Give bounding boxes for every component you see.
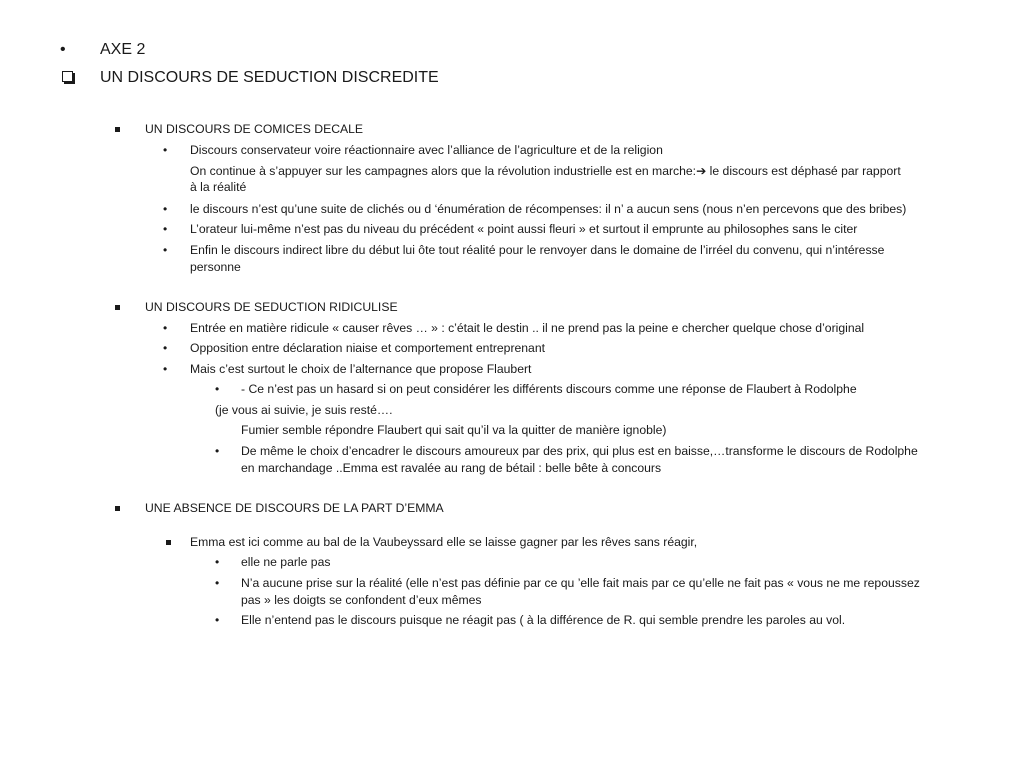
bullet-dot: • <box>60 41 66 58</box>
s2-sub-bullet-1-continuation: (je vous ai suivie, je suis resté…. <box>215 403 393 417</box>
s2-sub-bullet-2-continuation: en marchandage ..Emma est ravalée au rang de bétail : belle bête à concours <box>241 461 662 475</box>
s1-cont-text-b: le discours est déphasé par rapport <box>706 164 901 178</box>
bullet-dot: • <box>163 321 168 335</box>
s1-bullet-1: Discours conservateur voire réactionnaire avec l’alliance de l’agriculture et de la religion <box>190 143 663 157</box>
s2-bullet-2: Opposition entre déclaration niaise et comportement entreprenant <box>190 341 546 355</box>
bullet-dot: • <box>163 243 168 257</box>
s1-bullet-1-continuation-2: à la réalité <box>190 180 247 194</box>
bullet-dot: • <box>215 444 220 458</box>
s2-sub-bullet-1-continuation-2: Fumier semble répondre Flaubert qui sait qu’il va la quitter de manière ignoble) <box>241 423 667 437</box>
bullet-dot: • <box>163 202 168 216</box>
s1-bullet-2: le discours n’est qu’une suite de clichés ou d ‘énumération de récompenses: il n’ a aucun sens (nous n’en percevons que des bribes) <box>190 202 907 216</box>
s2-sub-bullet-2: De même le choix d’encadrer le discours amoureux par des prix, qui plus est en baisse,…transforme le discours de Rodolphe <box>241 444 918 458</box>
s2-bullet-1: Entrée en matière ridicule « causer rêves … » : c’était le destin .. il ne prend pas la peine e chercher quelque chose d’original <box>190 321 865 335</box>
bullet-dot: • <box>163 362 168 376</box>
s2-bullet-3: Mais c’est surtout le choix de l’alternance que propose Flaubert <box>190 362 532 376</box>
section-3-heading: UNE ABSENCE DE DISCOURS DE LA PART D’EMMA <box>145 501 444 515</box>
s1-bullet-1-continuation <box>190 163 901 180</box>
s2-sub-bullet-1: - Ce n’est pas un hasard si on peut considérer les différents discours comme une réponse de Flaubert à Rodolphe <box>241 382 857 396</box>
s3-bullet-1: Emma est ici comme au bal de la Vaubeyssard elle se laisse gagner par les rêves sans réagir, <box>190 535 698 549</box>
bullet-dot: • <box>215 555 220 569</box>
section-2-heading: UN DISCOURS DE SEDUCTION RIDICULISE <box>145 300 398 314</box>
axe-title: AXE 2 <box>100 41 146 58</box>
s3-sub-bullet-2: N’a aucune prise sur la réalité (elle n’est pas définie par ce qu ’elle fait mais par ce qu’elle ne fait pas « vous ne me repoussez <box>241 576 920 590</box>
s1-bullet-4-continuation: personne <box>190 260 241 274</box>
checkbox-icon <box>62 71 73 82</box>
s3-sub-bullet-1: elle ne parle pas <box>241 555 331 569</box>
bullet-dot: • <box>163 222 168 236</box>
s3-sub-bullet-3: Elle n’entend pas le discours puisque ne réagit pas ( à la différence de R. qui semble prendre les paroles au vol. <box>241 613 846 627</box>
s1-cont-text-a: On continue à s’appuyer sur les campagnes alors que la révolution industrielle est en marche: <box>190 164 697 178</box>
bullet-dot: • <box>163 143 168 157</box>
square-bullet-icon <box>166 540 171 545</box>
bullet-dot: • <box>215 613 220 627</box>
arrow-right-icon: ➔ <box>696 164 707 178</box>
square-bullet-icon <box>115 305 120 310</box>
bullet-dot: • <box>163 341 168 355</box>
s1-bullet-4: Enfin le discours indirect libre du début lui ôte tout réalité pour le renvoyer dans le domaine de l’irréel du convenu, qui n’intéresse <box>190 243 885 257</box>
square-bullet-icon <box>115 127 120 132</box>
main-title: UN DISCOURS DE SEDUCTION DISCREDITE <box>100 69 439 86</box>
s1-bullet-3: L’orateur lui-même n’est pas du niveau du précédent « point aussi fleuri » et surtout il emprunte au philosophes sans le citer <box>190 222 858 236</box>
bullet-dot: • <box>215 382 220 396</box>
section-1-heading: UN DISCOURS DE COMICES DECALE <box>145 122 364 136</box>
bullet-dot: • <box>215 576 220 590</box>
square-bullet-icon <box>115 506 120 511</box>
s3-sub-bullet-2-continuation: pas » les doigts se confondent d’eux mêmes <box>241 593 482 607</box>
